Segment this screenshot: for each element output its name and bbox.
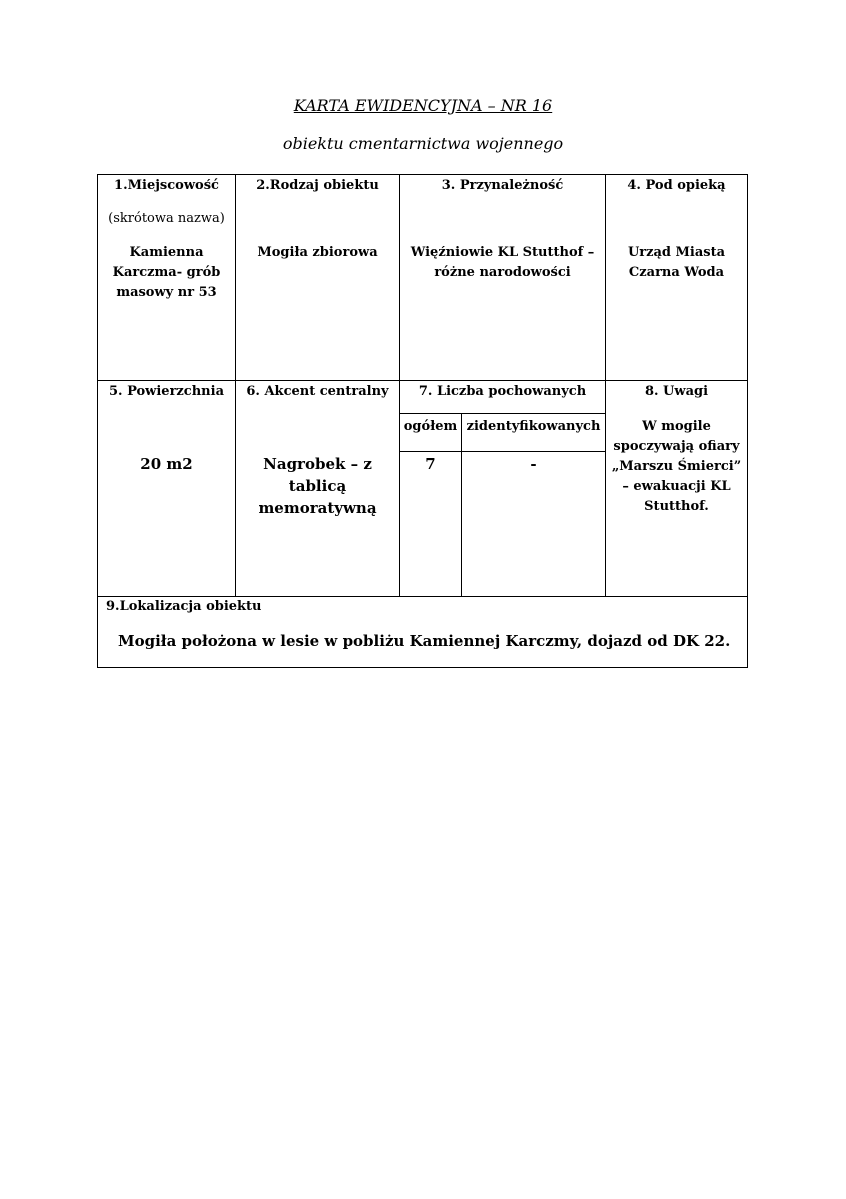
- remarks-header: 8. Uwagi: [644, 384, 709, 399]
- locality-note: (skrótowa nazwa): [108, 211, 225, 226]
- locality-value: Kamienna Karczma- grób masowy nr 53: [112, 245, 221, 300]
- area-value: 20 m2: [140, 455, 193, 473]
- object-type-value: Mogiła zbiorowa: [257, 245, 378, 260]
- buried-identified-label: zidentyfikowanych: [466, 419, 601, 434]
- affiliation-value: Więźniowie KL Stutthof – różne narodowości: [410, 245, 595, 280]
- caretaker-header: 4. Pod opieką: [627, 178, 726, 193]
- area-header: 5. Powierzchnia: [108, 384, 224, 399]
- locality-header: 1.Miejscowość: [114, 178, 219, 193]
- buried-total-label: ogółem: [403, 419, 458, 434]
- affiliation-header: 3. Przynależność: [441, 178, 564, 193]
- location-header: 9.Lokalizacja obiektu: [106, 599, 262, 614]
- sub-row-divider: [399, 451, 606, 452]
- record-card-table: [97, 174, 748, 668]
- central-accent-header: 6. Akcent centralny: [246, 384, 389, 399]
- document-subtitle: obiektu cmentarnictwa wojennego: [282, 134, 564, 153]
- sub-row-divider: [399, 413, 606, 414]
- buried-identified-value: -: [530, 455, 537, 473]
- sub-column-divider: [461, 413, 462, 596]
- document-title: KARTA EWIDENCYJNA – NR 16: [293, 96, 553, 115]
- location-value: Mogiła położona w lesie w pobliżu Kamiennej Karczmy, dojazd od DK 22.: [118, 632, 731, 650]
- caretaker-value: Urząd Miasta Czarna Woda: [627, 245, 726, 280]
- buried-total-value: 7: [425, 455, 436, 473]
- remarks-value: W mogile spoczywają ofiary „Marszu Śmierci” – ewakuacji KL Stutthof.: [611, 419, 742, 514]
- row-divider: [98, 380, 747, 381]
- central-accent-value: Nagrobek – z tablicą memoratywną: [258, 455, 377, 517]
- buried-count-header: 7. Liczba pochowanych: [418, 384, 587, 399]
- object-type-header: 2.Rodzaj obiektu: [256, 178, 379, 193]
